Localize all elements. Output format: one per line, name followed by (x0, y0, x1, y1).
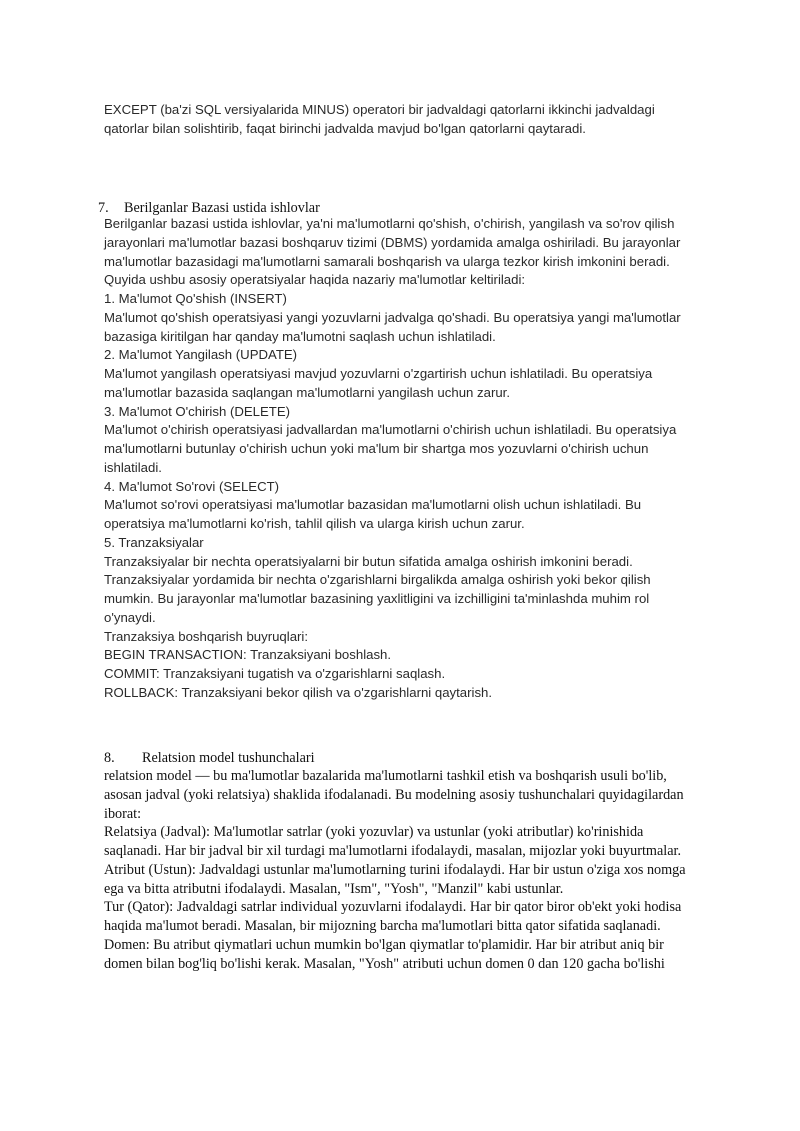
tuple-definition: Tur (Qator): Jadvaldagi satrlar individual yozuvlarni ifodalaydi. Har bir qator biror ob'ekt yoki hodisa haqida ma'lumot beradi. Masalan, bir mijozning barcha ma'lumotlari bitta qator sifatida saqlanadi. (104, 899, 682, 934)
insert-paragraph: Ma'lumot qo'shish operatsiyasi yangi yozuvlarni jadvalga qo'shadi. Bu operatsiya yangi ma'lumotlar bazasiga kiritilgan har qanday ma'lumotni saqlash uchun ishlatiladi. (104, 309, 681, 344)
select-paragraph: Ma'lumot so'rovi operatsiyasi ma'lumotlar bazasidan ma'lumotlarni olish uchun ishlatiladi. Bu operatsiya ma'lumotlarni ko'rish, tahlil qilish va ularga kirish uchun zarur. (104, 497, 642, 531)
insert-heading: 1. Ma'lumot Qo'shish (INSERT) (104, 291, 287, 306)
update-paragraph: Ma'lumot yangilash operatsiyasi mavjud yozuvlarni o'zgartirish uchun ishlatiladi. Bu operatsiya ma'lumotlar bazasida saqlangan ma'lumotlarni yangilash uchun zarur. (104, 366, 653, 400)
relational-model-intro: relatsion model — bu ma'lumotlar bazalarida ma'lumotlarni tashkil etish va boshqarish usuli bo'lib, asosan jadval (yoki relatsiya) shaklida ifodalanadi. Bu modelning asosiy tushunchalari quyidagilardan iborat: (104, 768, 684, 822)
section-7-paragraph: Berilganlar bazasi ustida ishlovlar, ya'ni ma'lumotlarni qo'shish, o'chirish, yangilash va so'rov qilish jarayonlari ma'lumotlar bazasi boshqaruv tizimi (DBMS) yordamida amalga oshiriladi. Bu jarayonlar ma'lumotlar bazasidagi ma'lumotlarni samarali boshqarish va ularga tezkor kirish imkonini beradi. Quyida ushbu asosiy operatsiyalar haqida nazariy ma'lumotlar keltiriladi: (104, 216, 681, 288)
section-8-heading (104, 749, 315, 768)
attribute-definition: Atribut (Ustun): Jadvaldagi ustunlar ma'lumotlarning turini ifodalaydi. Har bir ustun o'ziga xos nomga ega va bitta atributni ifodalaydi. Masalan, "Ism", "Yosh", "Manzil" kabi ustunlar. (104, 861, 686, 897)
domain-definition: Domen: Bu atribut qiymatlari uchun mumkin bo'lgan qiymatlar to'plamidir. Har bir atribut aniq bir domen bilan bog'liq bo'lishi kerak. Masalan, "Yosh" atributi uchun domen 0 dan 120 gacha bo'lishi (104, 936, 665, 972)
commit-line: COMMIT: Tranzaksiyani tugatish va o'zgarishlarni saqlash. (104, 666, 446, 681)
transactions-heading: 5. Tranzaksiyalar (104, 534, 204, 550)
section-8-title: Relatsion model tushunchalari (142, 750, 315, 766)
transactions-paragraph: Tranzaksiyalar bir nechta operatsiyalarni bir butun sifatida amalga oshirish imkonini beradi. Tranzaksiyalar yordamida bir nechta o'zgarishlarni birgalikda amalga oshirish yoki bekor qilish mumkin. Bu jarayonlar ma'lumotlar bazasining yaxlitligini va izchilligini ta'minlashda muhim rol o'ynaydi. (104, 553, 651, 625)
delete-heading: 3. Ma'lumot O'chirish (DELETE) (104, 403, 291, 419)
begin-transaction-line: BEGIN TRANSACTION: Tranzaksiyani boshlash. (104, 647, 392, 663)
section-8-number: 8. (104, 750, 115, 766)
transaction-commands-label: Tranzaksiya boshqarish buyruqlari: (104, 628, 309, 644)
rollback-line: ROLLBACK: Tranzaksiyani bekor qilish va o'zgarishlarni qaytarish. (104, 684, 493, 700)
intro-paragraph: EXCEPT (ba'zi SQL versiyalarida MINUS) operatori bir jadvaldagi qatorlarni ikkinchi jadvaldagi qatorlar bilan solishtirib, faqat birinchi jadvalda mavjud bo'lgan qatorlarni qaytaradi. (104, 102, 655, 136)
section-8-body (104, 767, 696, 973)
update-heading: 2. Ma'lumot Yangilash (UPDATE) (104, 347, 298, 363)
select-heading: 4. Ma'lumot So'rovi (SELECT) (104, 478, 280, 494)
section-7-number: 7. (98, 200, 109, 216)
delete-paragraph: Ma'lumot o'chirish operatsiyasi jadvallardan ma'lumotlarni o'chirish uchun ishlatiladi. Bu operatsiya ma'lumotlarni butunlay o'chirish uchun yoki ma'lum bir shartga mos yozuvlarni o'chirish uchun ishlatiladi. (104, 422, 677, 475)
relation-definition: Relatsiya (Jadval): Ma'lumotlar satrlar (yoki yozuvlar) va ustunlar (yoki atributlar) ko'rinishida saqlanadi. Har bir jadval bir xil turdagi ma'lumotlarni ifodalaydi, masalan, mijozlar yoki buyurtmalar. (104, 824, 681, 859)
section-7-body (104, 215, 696, 703)
intro-section (104, 101, 696, 139)
section-7-title: Berilganlar Bazasi ustida ishlovlar (124, 200, 320, 216)
